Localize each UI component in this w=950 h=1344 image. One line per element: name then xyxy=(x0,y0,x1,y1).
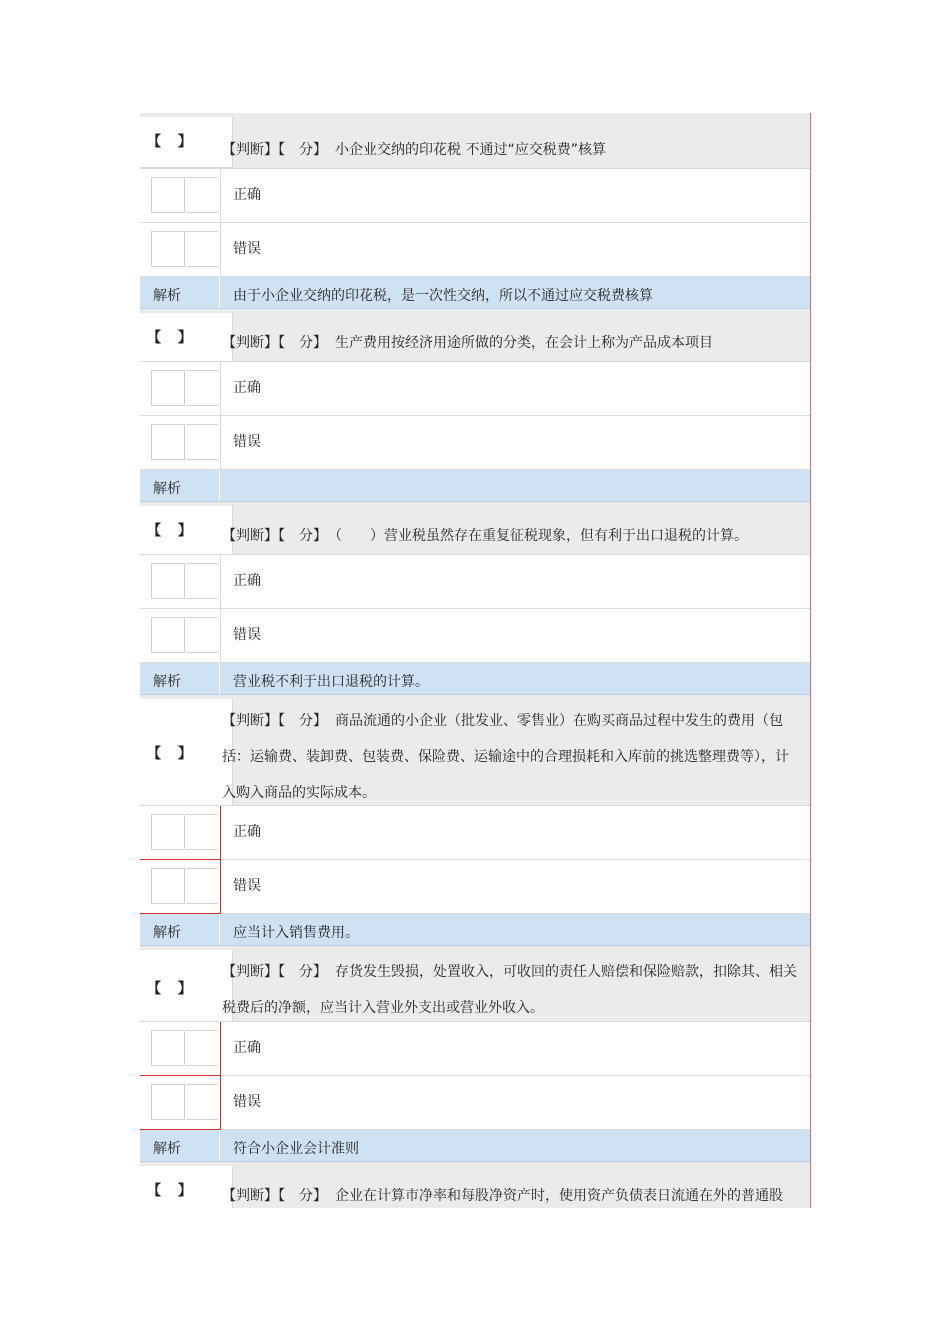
option-label: 错误 xyxy=(233,241,261,257)
question-stem: 企业在计算市净率和每股净资产时，使用资产负债表日流通在外的普通股 xyxy=(335,1188,783,1204)
analysis-row xyxy=(140,1130,810,1162)
question-header xyxy=(140,309,810,362)
answer-checkbox[interactable] xyxy=(151,1030,185,1066)
question-mark: 【 】 xyxy=(147,1183,198,1199)
question-mark-cell xyxy=(140,117,233,168)
question-mark-cell xyxy=(140,506,233,555)
option-label: 正确 xyxy=(233,380,261,396)
answer-box[interactable] xyxy=(186,370,218,406)
question-mark: 【 】 xyxy=(147,981,198,997)
question-type-label: 【判断】【 分】 xyxy=(222,713,327,729)
option-row-false[interactable] xyxy=(140,223,810,277)
answer-checkbox[interactable] xyxy=(151,617,185,653)
question-type-label: 【判断】【 分】 xyxy=(222,335,327,351)
option-label: 错误 xyxy=(233,627,261,643)
option-row-true[interactable] xyxy=(140,806,810,860)
analysis-text: 由于小企业交纳的印花税，是一次性交纳，所以不通过应交税费核算 xyxy=(233,288,653,304)
question-stem: 生产费用按经济用途所做的分类，在会计上称为产品成本项目 xyxy=(335,335,713,351)
option-checkbox-cell[interactable] xyxy=(140,1022,221,1076)
question-mark-cell xyxy=(140,699,233,806)
answer-box[interactable] xyxy=(186,177,218,213)
analysis-label: 解析 xyxy=(140,663,220,694)
question-type-label: 【判断】【 分】 xyxy=(222,528,327,544)
analysis-label: 解析 xyxy=(140,1130,220,1161)
answer-box[interactable] xyxy=(186,868,218,904)
option-row-true[interactable] xyxy=(140,1022,810,1076)
option-checkbox-cell[interactable] xyxy=(140,223,221,276)
question-type-label: 【判断】【 分】 xyxy=(222,964,327,980)
question-sheet xyxy=(140,113,811,1208)
answer-box[interactable] xyxy=(186,814,218,850)
question-mark-cell xyxy=(140,313,233,362)
question-mark: 【 】 xyxy=(147,523,198,539)
question-text xyxy=(222,1178,798,1208)
option-label: 错误 xyxy=(233,878,261,894)
answer-checkbox[interactable] xyxy=(151,814,185,850)
option-label: 错误 xyxy=(233,1094,261,1110)
analysis-text: 应当计入销售费用。 xyxy=(233,925,359,941)
option-checkbox-cell[interactable] xyxy=(140,609,221,662)
option-row-true[interactable] xyxy=(140,362,810,416)
analysis-label: 解析 xyxy=(140,277,220,308)
answer-checkbox[interactable] xyxy=(151,868,185,904)
answer-checkbox[interactable] xyxy=(151,177,185,213)
option-row-false[interactable] xyxy=(140,860,810,914)
answer-box[interactable] xyxy=(186,563,218,599)
option-checkbox-cell[interactable] xyxy=(140,416,221,469)
question-text xyxy=(222,954,798,1026)
question-mark-cell xyxy=(140,1166,233,1208)
option-row-false[interactable] xyxy=(140,609,810,663)
option-label: 正确 xyxy=(233,1040,261,1056)
answer-box[interactable] xyxy=(186,231,218,267)
option-row-false[interactable] xyxy=(140,1076,810,1130)
option-row-true[interactable] xyxy=(140,169,810,223)
question-text xyxy=(222,518,798,554)
analysis-text: 符合小企业会计准则 xyxy=(233,1141,359,1157)
option-checkbox-cell[interactable] xyxy=(140,169,221,222)
analysis-label: 解析 xyxy=(140,470,220,501)
option-row-true[interactable] xyxy=(140,555,810,609)
question-header xyxy=(140,502,810,555)
question-header xyxy=(140,695,810,806)
answer-box[interactable] xyxy=(186,617,218,653)
question-header xyxy=(140,946,810,1022)
answer-box[interactable] xyxy=(186,424,218,460)
answer-checkbox[interactable] xyxy=(151,370,185,406)
question-stem: 存货发生毁损，处置收入，可收回的责任人赔偿和保险赔款，扣除其、相关税费后的净额，应当计入营业外支出或营业外收入。 xyxy=(222,964,797,1016)
option-row-false[interactable] xyxy=(140,416,810,470)
option-checkbox-cell[interactable] xyxy=(140,555,221,608)
analysis-row xyxy=(140,470,810,502)
analysis-label: 解析 xyxy=(140,914,220,945)
answer-checkbox[interactable] xyxy=(151,563,185,599)
question-type-label: 【判断】【 分】 xyxy=(222,1188,327,1204)
analysis-text: 营业税不利于出口退税的计算。 xyxy=(233,674,429,690)
question-mark: 【 】 xyxy=(147,330,198,346)
answer-box[interactable] xyxy=(186,1084,218,1120)
question-stem: 商品流通的小企业（批发业、零售业）在购买商品过程中发生的费用（包括：运输费、装卸费、包装费、保险费、运输途中的合理损耗和入库前的挑选整理费等），计入购入商品的实际成本。 xyxy=(222,713,789,801)
question-header xyxy=(140,113,810,169)
option-checkbox-cell[interactable] xyxy=(140,806,221,860)
option-label: 正确 xyxy=(233,187,261,203)
question-type-label: 【判断】【 分】 xyxy=(222,142,327,158)
option-label: 正确 xyxy=(233,573,261,589)
question-text xyxy=(222,325,798,361)
option-checkbox-cell[interactable] xyxy=(140,1076,221,1130)
analysis-row xyxy=(140,277,810,309)
option-checkbox-cell[interactable] xyxy=(140,362,221,415)
question-mark-cell xyxy=(140,950,233,1022)
question-stem: （ ）营业税虽然存在重复征税现象，但有利于出口退税的计算。 xyxy=(335,528,748,544)
question-header xyxy=(140,1162,810,1208)
question-mark: 【 】 xyxy=(147,134,198,150)
answer-checkbox[interactable] xyxy=(151,424,185,460)
option-label: 正确 xyxy=(233,824,261,840)
question-mark: 【 】 xyxy=(147,746,198,762)
question-text xyxy=(222,132,798,168)
analysis-row xyxy=(140,914,810,946)
answer-box[interactable] xyxy=(186,1030,218,1066)
answer-checkbox[interactable] xyxy=(151,231,185,267)
option-checkbox-cell[interactable] xyxy=(140,860,221,914)
question-text xyxy=(222,703,798,811)
analysis-row xyxy=(140,663,810,695)
question-stem: 小企业交纳的印花税 不通过“应交税费”核算 xyxy=(335,142,606,158)
option-label: 错误 xyxy=(233,434,261,450)
answer-checkbox[interactable] xyxy=(151,1084,185,1120)
